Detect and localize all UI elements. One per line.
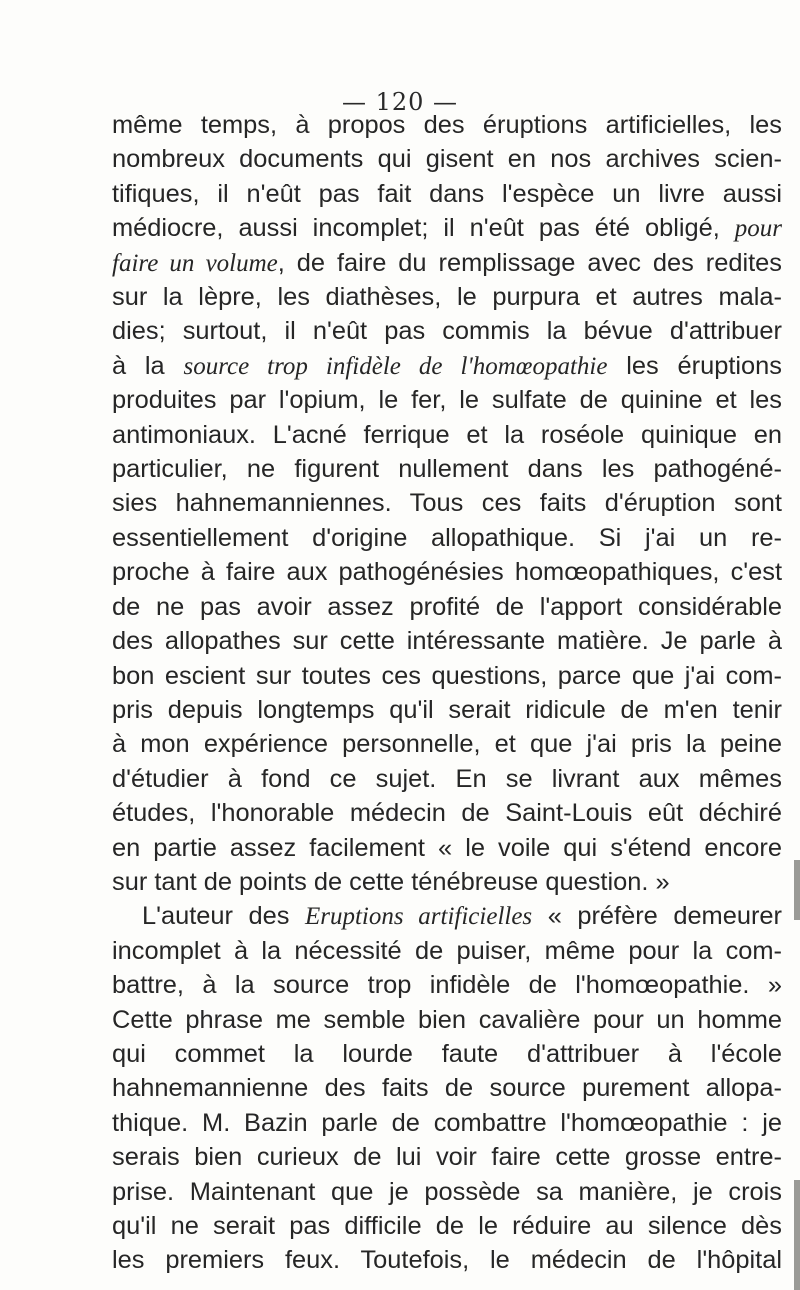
text-segment: antimoniaux. L'acné ferrique et la roséole quinique en — [112, 420, 782, 449]
text-segment: L'auteur des — [142, 902, 305, 931]
text-segment: en partie assez facilement « le voile qui s'étend encore — [112, 833, 782, 862]
text-line — [112, 624, 782, 658]
text-line — [112, 1037, 782, 1071]
text-segment: , de faire du remplissage avec des redites — [277, 248, 783, 277]
page-number: — 120 — — [341, 88, 459, 116]
text-segment: essentiellement d'origine allopathique. Si j'ai un re- — [112, 523, 782, 552]
text-line — [112, 659, 782, 693]
text-segment: les premiers feux. Toutefois, le médecin de l'hôpital — [112, 1246, 782, 1275]
text-line — [112, 762, 782, 796]
text-segment: « préfère demeurer — [532, 902, 782, 931]
text-segment: à mon expérience personnelle, et que j'ai pris la peine — [112, 730, 782, 759]
text-line — [112, 899, 782, 933]
italic-title: source trop infidèle de l'homœopathie — [183, 352, 608, 380]
text-segment: hahnemannienne des faits de source purement allopa- — [112, 1074, 782, 1103]
text-segment: battre, à la source trop infidèle de l'homœopathie. » — [112, 971, 782, 1000]
text-line — [112, 108, 782, 142]
text-line — [112, 1106, 782, 1140]
body-text — [112, 108, 792, 1278]
text-line — [112, 1071, 782, 1105]
text-line — [112, 314, 782, 348]
text-segment: même temps, à propos des éruptions artificielles, les — [112, 111, 782, 139]
text-line — [112, 177, 782, 211]
text-line — [112, 246, 782, 280]
text-line — [112, 418, 782, 452]
text-segment: médiocre, aussi incomplet; il n'eût pas été obligé, — [112, 214, 735, 243]
text-line — [112, 1003, 782, 1037]
text-segment: dies; surtout, il n'eût pas commis la bévue d'attribuer — [112, 317, 782, 346]
text-line — [112, 452, 782, 486]
text-segment: incomplet à la nécessité de puiser, même pour la com- — [112, 936, 782, 965]
text-line — [112, 1175, 782, 1209]
text-line — [112, 796, 782, 830]
text-line — [112, 831, 782, 865]
text-line — [112, 383, 782, 417]
text-segment: à la — [112, 351, 184, 380]
text-segment: qu'il ne serait pas difficile de le réduire au silence dès — [112, 1212, 782, 1240]
text-segment: sur tant de points de cette ténébreuse question. » — [112, 867, 670, 896]
text-segment: proche à faire aux pathogénésies homœopathiques, c'est — [112, 558, 782, 587]
text-segment: prise. Maintenant que je possède sa manière, je crois — [112, 1177, 782, 1206]
text-line — [112, 693, 782, 727]
text-line — [112, 555, 782, 589]
text-line — [112, 968, 782, 1002]
text-segment: études, l'honorable médecin de Saint-Louis eût déchiré — [112, 799, 782, 828]
text-line — [112, 727, 782, 761]
text-line — [112, 349, 782, 383]
text-line — [112, 1209, 782, 1243]
text-segment: sur la lèpre, les diathèses, le purpura et autres mala- — [112, 283, 782, 312]
text-segment: pris depuis longtemps qu'il serait ridicule de m'en tenir — [112, 695, 782, 724]
italic-title: pour — [734, 215, 782, 243]
text-segment: thique. M. Bazin parle de combattre l'homœopathie : je — [112, 1108, 782, 1137]
text-segment: serais bien curieux de lui voir faire cette grosse entre- — [112, 1143, 782, 1172]
text-segment: de ne pas avoir assez profité de l'apport considérable — [112, 592, 782, 621]
text-line — [112, 280, 782, 314]
text-line — [112, 590, 782, 624]
italic-title: faire un volume — [112, 249, 278, 277]
text-line — [112, 934, 782, 968]
text-segment: produites par l'opium, le fer, le sulfate de quinine et les — [112, 386, 782, 415]
text-segment: sies hahnemanniennes. Tous ces faits d'éruption sont — [112, 489, 782, 518]
text-line — [112, 142, 782, 176]
text-segment: d'étudier à fond ce sujet. En se livrant aux mêmes — [112, 764, 782, 793]
text-segment: nombreux documents qui gisent en nos archives scien- — [112, 145, 782, 174]
text-line — [112, 521, 782, 555]
text-segment: Cette phrase me semble bien cavalière pour un homme — [112, 1005, 782, 1034]
text-line — [112, 486, 782, 520]
text-segment: particulier, ne figurent nullement dans les pathogéné- — [112, 455, 782, 484]
text-segment: qui commet la lourde faute d'attribuer à l'école — [112, 1039, 782, 1068]
page-edge-shadow — [794, 860, 800, 920]
text-line — [112, 865, 792, 899]
text-line — [112, 1140, 782, 1174]
text-line — [112, 1243, 782, 1277]
italic-title: Eruptions artificielles — [304, 903, 533, 931]
text-segment: des allopathes sur cette intéressante matière. Je parle à — [112, 627, 782, 656]
text-segment: les éruptions — [607, 351, 782, 380]
text-segment: bon escient sur toutes ces questions, parce que j'ai com- — [112, 661, 782, 690]
page-edge-shadow — [794, 1180, 800, 1290]
text-line — [112, 211, 782, 245]
text-segment: tifiques, il n'eût pas fait dans l'espèce un livre aussi — [112, 179, 782, 208]
